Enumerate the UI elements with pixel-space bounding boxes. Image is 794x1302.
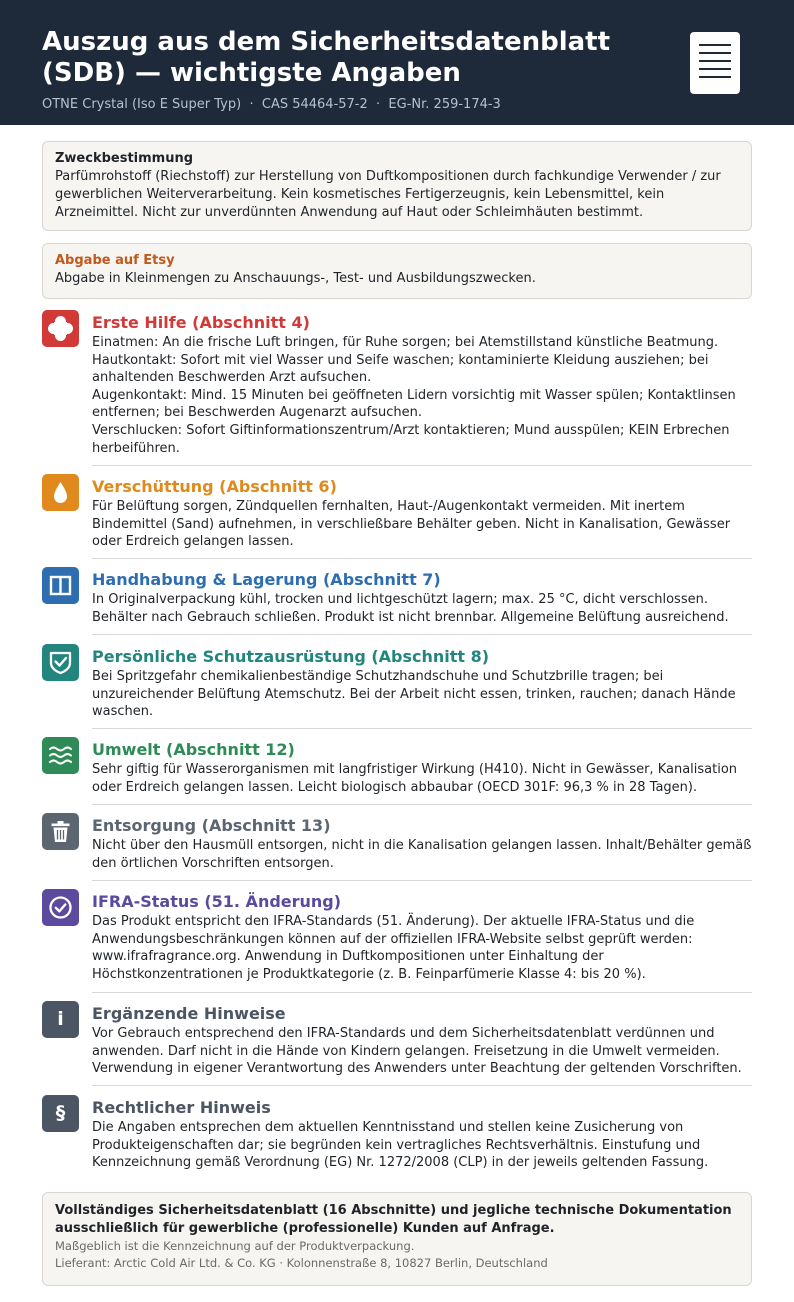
water-waves-icon xyxy=(42,737,79,774)
section-title: Umwelt (Abschnitt 12) xyxy=(92,740,295,759)
info-glyph: i xyxy=(57,1008,64,1030)
section-ifra-status xyxy=(42,889,752,987)
divider xyxy=(92,465,752,466)
section-handling-storage xyxy=(42,567,752,629)
etsy-box xyxy=(42,243,752,299)
section-body: Für Belüftung sorgen, Zündquellen fernhalten, Haut-/Augenkontakt vermeiden. Mit inertem Bindemittel (Sand) aufnehmen, in verschließbare Behälter geben. Nicht in Kanalisation, Gewässer oder Erdreich gelangen lassen. xyxy=(92,499,731,550)
section-spillage xyxy=(42,474,752,554)
footer-bold-note: Vollständiges Sicherheitsdatenblatt (16 Abschnitte) und jegliche technische Dokumentation ausschließlich für gewerbliche (professionelle) Kunden auf Anfrage. xyxy=(55,1203,732,1236)
section-environment xyxy=(42,737,752,799)
section-title: Persönliche Schutzausrüstung (Abschnitt 8) xyxy=(92,647,490,666)
product-identification: OTNE Crystal (Iso E Super Typ) · CAS 54464-57-2 · EG-Nr. 259-174-3 xyxy=(42,97,501,112)
divider xyxy=(92,1085,752,1086)
section-body: Sehr giftig für Wasserorganismen mit langfristiger Wirkung (H410). Nicht in Gewässer, Kanalisation oder Erdreich gelangen lassen. Leicht biologisch abbaubar (OECD 301F: 96,3 % in 28 Tagen). xyxy=(92,762,738,795)
first-aid-icon xyxy=(42,310,79,347)
header-banner xyxy=(0,0,794,125)
first-aid-eyes: Augenkontakt: Mind. 15 Minuten bei geöffneten Lidern vorsichtig mit Wasser spülen; Kontaktlinsen entfernen; bei Beschwerden Augenarzt aufsuchen. xyxy=(92,387,736,421)
footer-packaging-note: Maßgeblich ist die Kennzeichnung auf der Produktverpackung. xyxy=(55,1239,415,1253)
section-body: In Originalverpackung kühl, trocken und lichtgeschützt lagern; max. 25 °C, dicht verschlossen. Behälter nach Gebrauch schließen. Produkt ist nicht brennbar. Allgemeine Belüftung ausreichend. xyxy=(92,592,729,625)
section-body xyxy=(92,334,752,457)
section-legal-notice xyxy=(42,1095,752,1175)
divider xyxy=(92,880,752,881)
section-body: Das Produkt entspricht den IFRA-Standards (51. Änderung). Der aktuelle IFRA-Status und die Anwendungsbeschränkungen können auf der offiziellen IFRA-Website selbst geprüft werden: www.ifrafragrance.org. Anwendung in Duftkompositionen unter Einhaltung der Höchstkonzentrationen je Produktkategorie (z. B. Feinparfümerie Klasse 4: bis 20 %). xyxy=(92,914,695,982)
section-body: Die Angaben entsprechen dem aktuellen Kenntnisstand und stellen keine Zusicherung von Produkteigenschaften dar; sie begründen kein vertragliches Rechtsverhältnis. Einstufung und Kennzeichnung gemäß Verordnung (EG) Nr. 1272/2008 (CLP) in der jeweils geltenden Fassung. xyxy=(92,1120,709,1171)
shield-check-icon xyxy=(42,644,79,681)
paragraph-glyph: § xyxy=(55,1102,66,1124)
etsy-text: Abgabe in Kleinmengen zu Anschauungs-, Test- und Ausbildungszwecken. xyxy=(55,271,536,286)
first-aid-ingestion: Verschlucken: Sofort Giftinformationszentrum/Arzt kontaktieren; Mund ausspülen; KEIN Erbrechen herbeiführen. xyxy=(92,422,730,456)
section-additional-notes xyxy=(42,1001,752,1081)
purpose-title: Zweckbestimmung xyxy=(55,151,194,166)
divider xyxy=(92,558,752,559)
info-icon xyxy=(42,1001,79,1038)
divider xyxy=(92,634,752,635)
section-title: Rechtlicher Hinweis xyxy=(92,1098,271,1117)
divider xyxy=(92,992,752,993)
footer-box xyxy=(42,1192,752,1286)
first-aid-inhalation: Einatmen: An die frische Luft bringen, für Ruhe sorgen; bei Atemstillstand künstliche Beatmung. xyxy=(92,335,719,350)
section-disposal xyxy=(42,813,752,875)
section-body: Nicht über den Hausmüll entsorgen, nicht in die Kanalisation gelangen lassen. Inhalt/Behälter gemäß den örtlichen Vorschriften entsorgen. xyxy=(92,838,752,871)
section-title: Entsorgung (Abschnitt 13) xyxy=(92,816,331,835)
section-first-aid xyxy=(42,310,752,460)
first-aid-skin: Hautkontakt: Sofort mit viel Wasser und Seife waschen; kontaminierte Kleidung ausziehen; bei anhaltenden Beschwerden Arzt aufsuchen. xyxy=(92,352,709,386)
document-icon xyxy=(690,32,740,94)
divider xyxy=(92,804,752,805)
section-title: Verschüttung (Abschnitt 6) xyxy=(92,477,337,496)
section-body: Vor Gebrauch entsprechend den IFRA-Standards und dem Sicherheitsdatenblatt verdünnen und anwenden. Darf nicht in die Hände von Kindern gelangen. Freisetzung in die Umwelt vermeiden. Verwendung in eigener Verantwortung des Anwenders unter Beachtung der geltenden Vorschriften. xyxy=(92,1026,742,1077)
page-title: Auszug aus dem Sicherheitsdatenblatt (SDB) — wichtigste Angaben xyxy=(42,27,611,88)
section-title: Handhabung & Lagerung (Abschnitt 7) xyxy=(92,570,441,589)
section-title: Ergänzende Hinweise xyxy=(92,1004,286,1023)
divider xyxy=(92,728,752,729)
section-title: IFRA-Status (51. Änderung) xyxy=(92,892,342,911)
drop-icon xyxy=(42,474,79,511)
section-body: Bei Spritzgefahr chemikalienbeständige Schutzhandschuhe und Schutzbrille tragen; bei unzureichender Belüftung Atemschutz. Bei der Arbeit nicht essen, trinken, rauchen; danach Hände waschen. xyxy=(92,669,736,720)
footer-supplier: Lieferant: Arctic Cold Air Ltd. & Co. KG · Kolonnenstraße 8, 10827 Berlin, Deutschland xyxy=(55,1256,548,1270)
storage-box-icon xyxy=(42,567,79,604)
paragraph-icon xyxy=(42,1095,79,1132)
trash-icon xyxy=(42,813,79,850)
section-ppe xyxy=(42,644,752,724)
purpose-text: Parfümrohstoff (Riechstoff) zur Herstellung von Duftkompositionen durch fachkundige Verwender / zur gewerblichen Weiterverarbeitung. Kein kosmetisches Fertigerzeugnis, kein Lebensmittel, kein Arzneimittel. Nicht zur unverdünnten Anwendung auf Haut oder Schleimhäuten bestimmt. xyxy=(55,169,721,220)
section-title: Erste Hilfe (Abschnitt 4) xyxy=(92,313,310,332)
check-circle-icon xyxy=(42,889,79,926)
purpose-box xyxy=(42,141,752,231)
etsy-title: Abgabe auf Etsy xyxy=(55,253,175,268)
